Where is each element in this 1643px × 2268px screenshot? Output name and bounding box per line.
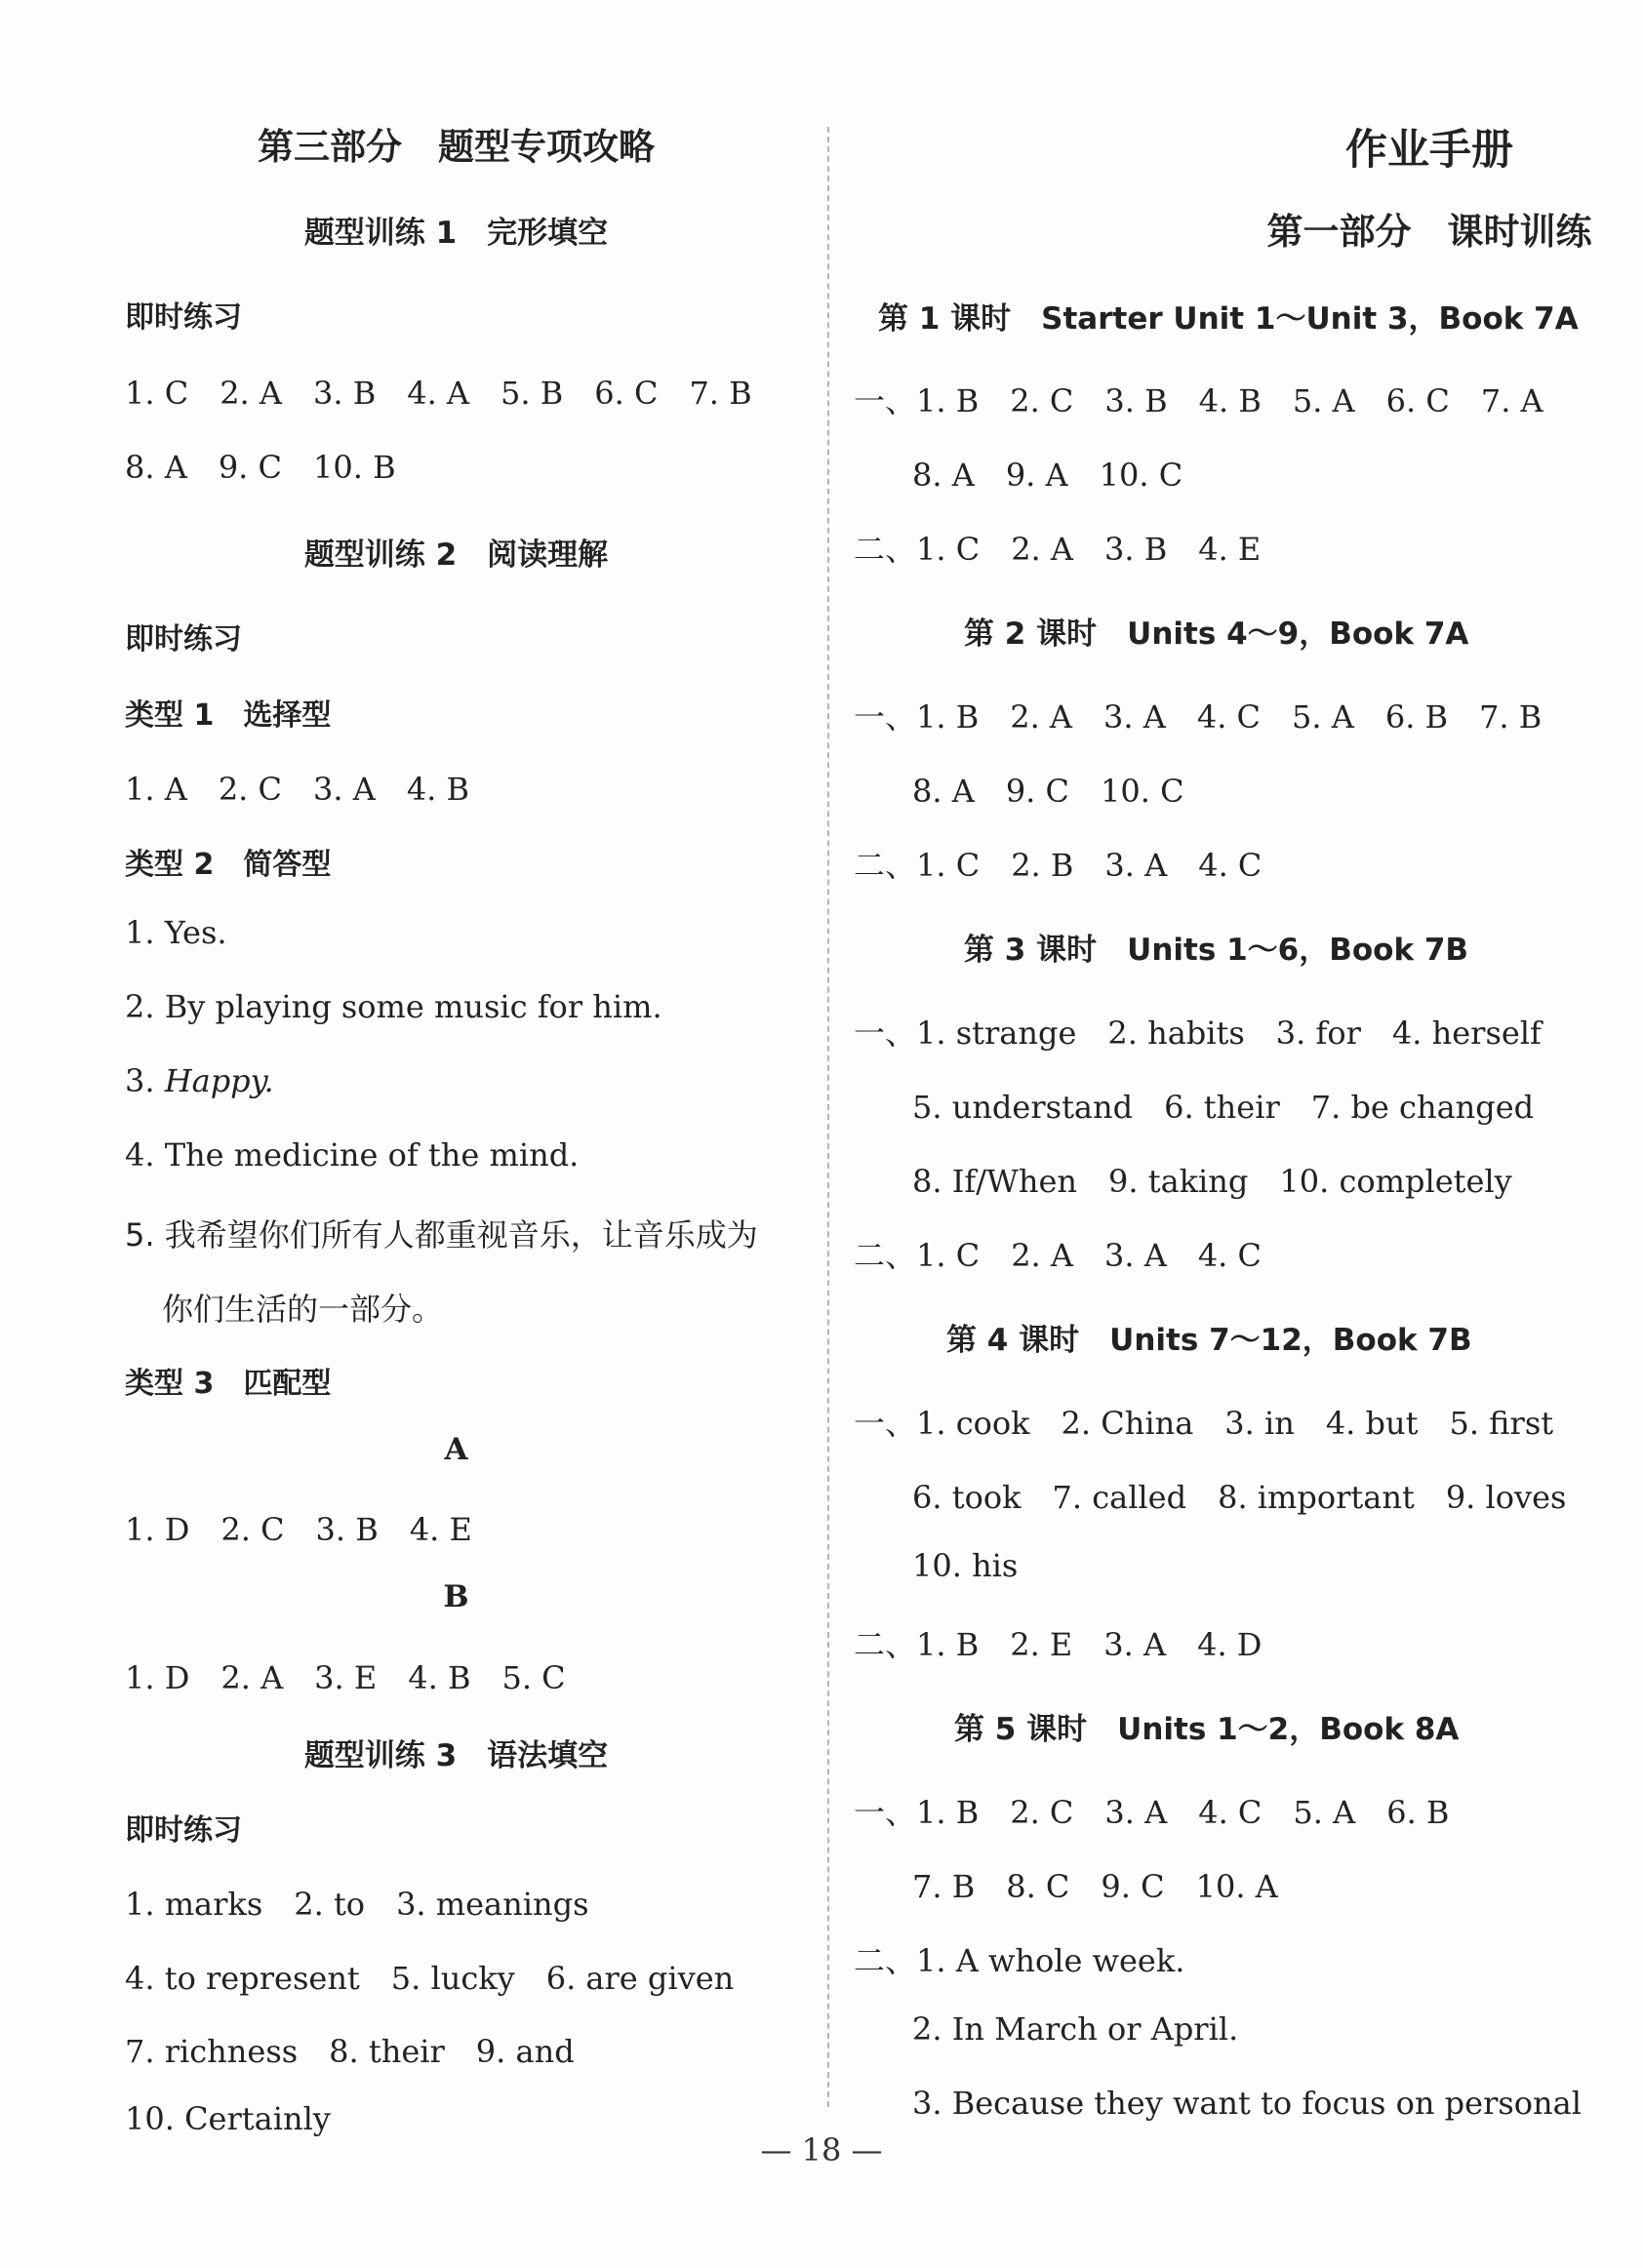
lesson-4-answers-row2: 6. took 7. called 8. important 9. loves (912, 1479, 1567, 1516)
type-1-label: 类型 1 选择型 (125, 698, 332, 733)
type-2-label: 类型 2 简答型 (125, 848, 332, 882)
lesson-3-answers-row1: 一、1. strange 2. habits 3. for 4. herself (854, 1015, 1542, 1052)
lesson-2-title: 第 2 课时 Units 4～9，Book 7A (964, 617, 1469, 652)
lesson-1-title: 第 1 课时 Starter Unit 1～Unit 3，Book 7A (878, 301, 1579, 337)
type-3-label: 类型 3 匹配型 (125, 1367, 332, 1401)
lesson-3-title: 第 3 课时 Units 1～6，Book 7B (964, 933, 1469, 968)
type-2-answer-5-line1: 5. 我希望你们所有人都重视音乐，让音乐成为 (125, 1216, 758, 1253)
training-1-title: 题型训练 1 完形填空 (303, 216, 609, 251)
training-2-title: 题型训练 2 阅读理解 (303, 537, 609, 573)
lesson-1-answers-row3: 二、1. C 2. A 3. B 4. E (854, 531, 1262, 568)
training-3-answers-row1: 1. marks 2. to 3. meanings (125, 1886, 589, 1923)
training-1-answers-row1: 1. C 2. A 3. B 4. A 5. B 6. C 7. B (125, 375, 752, 412)
page-number: — 18 — (760, 2131, 883, 2169)
column-divider (827, 127, 829, 2107)
section-b-answers: 1. D 2. A 3. E 4. B 5. C (125, 1659, 566, 1696)
section-b-label: B (443, 1579, 469, 1614)
lesson-2-answers-row3: 二、1. C 2. B 3. A 4. C (854, 847, 1262, 884)
training-3-answers-row4: 10. Certainly (125, 2100, 331, 2137)
lesson-4-answers-row4: 二、1. B 2. E 3. A 4. D (854, 1626, 1262, 1663)
training-3-title: 题型训练 3 语法填空 (303, 1738, 609, 1773)
lesson-3-answers-row4: 二、1. C 2. A 3. A 4. C (854, 1237, 1262, 1274)
lesson-1-answers-row1: 一、1. B 2. C 3. B 4. B 5. A 6. C 7. A (854, 382, 1543, 419)
type-2-answer-1: 1. Yes. (125, 914, 227, 951)
training-1-answers-row2: 8. A 9. C 10. B (125, 449, 396, 486)
lesson-2-answers-row2: 8. A 9. C 10. C (912, 773, 1184, 810)
lesson-5-answers-row2: 7. B 8. C 9. C 10. A (912, 1868, 1278, 1905)
part-one-title: 第一部分 课时训练 (1266, 211, 1592, 253)
type-2-answer-3 (125, 1062, 274, 1099)
lesson-4-answers-row1: 一、1. cook 2. China 3. in 4. but 5. first (854, 1405, 1554, 1442)
training-3-answers-row3: 7. richness 8. their 9. and (125, 2033, 575, 2070)
lesson-5-answers-row1: 一、1. B 2. C 3. A 4. C 5. A 6. B (854, 1794, 1450, 1831)
lesson-5-answers-row5: 3. Because they want to focus on personal (912, 2085, 1582, 2122)
training-2-practice-label: 即时练习 (125, 622, 242, 657)
training-3-practice-label: 即时练习 (125, 1813, 242, 1848)
training-1-practice-label: 即时练习 (125, 300, 242, 335)
answer-3-text: Happy. (164, 1062, 274, 1099)
section-a-label: A (444, 1432, 468, 1467)
lesson-5-answers-row3: 二、1. A whole week. (854, 1942, 1185, 1979)
lesson-5-title: 第 5 课时 Units 1～2，Book 8A (954, 1712, 1460, 1747)
lesson-1-answers-row2: 8. A 9. A 10. C (912, 457, 1183, 494)
workbook-title: 作业手册 (1345, 126, 1513, 175)
type-2-answer-4: 4. The medicine of the mind. (125, 1136, 580, 1174)
lesson-3-answers-row2: 5. understand 6. their 7. be changed (912, 1089, 1535, 1126)
type-2-answer-2: 2. By playing some music for him. (125, 988, 662, 1025)
lesson-5-answers-row4: 2. In March or April. (912, 2010, 1239, 2048)
lesson-2-answers-row1: 一、1. B 2. A 3. A 4. C 5. A 6. B 7. B (854, 698, 1543, 736)
lesson-4-title: 第 4 课时 Units 7～12，Book 7B (946, 1323, 1472, 1358)
training-3-answers-row2: 4. to represent 5. lucky 6. are given (125, 1960, 735, 1997)
lesson-3-answers-row3: 8. If/When 9. taking 10. completely (912, 1163, 1512, 1200)
lesson-4-answers-row3: 10. his (912, 1547, 1019, 1584)
answer-3-number: 3. (125, 1062, 165, 1099)
type-2-answer-5-line2: 你们生活的一部分。 (162, 1291, 444, 1328)
type-1-answers: 1. A 2. C 3. A 4. B (125, 771, 470, 808)
part-three-title: 第三部分 题型专项攻略 (258, 126, 655, 168)
section-a-answers: 1. D 2. C 3. B 4. E (125, 1511, 472, 1548)
